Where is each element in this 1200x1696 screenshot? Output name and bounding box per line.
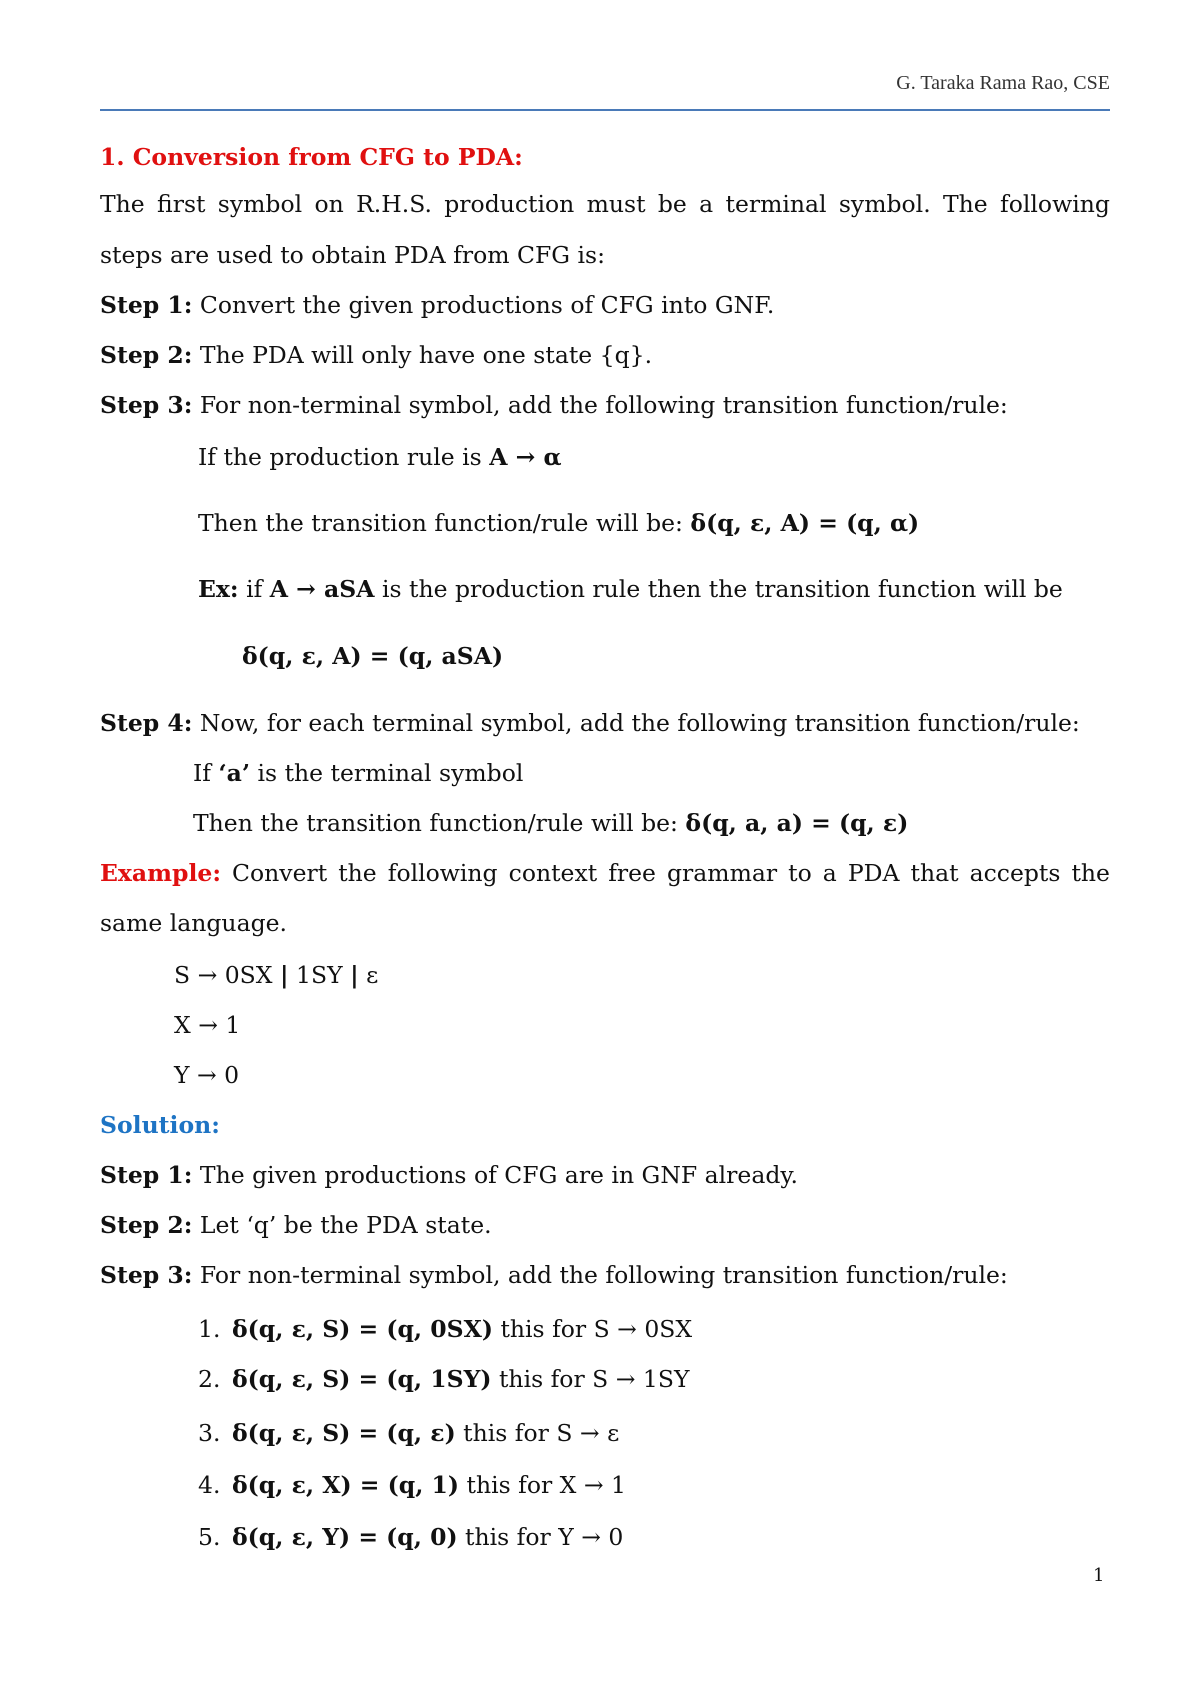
solution-label: Solution: <box>100 1111 220 1139</box>
rule-note: this for Y → 0 <box>457 1523 624 1551</box>
page-header: G. Taraka Rama Rao, CSE <box>896 72 1110 94</box>
example-rule-line <box>198 575 1063 603</box>
step-text: The given productions of CFG are in GNF already. <box>192 1161 799 1189</box>
intro-word: terminal <box>725 190 827 218</box>
list-number: 3. <box>198 1419 221 1447</box>
intro-word: be <box>657 190 687 218</box>
example-word: that <box>910 859 959 887</box>
step-text: The PDA will only have one state {q}. <box>192 341 653 369</box>
transition-expression: δ(q, ε, A) = (q, aSA) <box>242 642 504 670</box>
terminal-symbol: ‘a’ <box>218 759 251 787</box>
example-word: a <box>822 859 837 887</box>
section-title: 1. Conversion from CFG to PDA: <box>100 143 523 171</box>
example-word: free <box>608 859 656 887</box>
rule-text: is the production rule then the transition function will be <box>374 575 1063 603</box>
step-4 <box>100 709 1080 737</box>
grammar-x: X → 1 <box>174 1011 241 1039</box>
transition-expression: δ(q, ε, S) = (q, 1SY) <box>232 1365 492 1393</box>
page-number: 1 <box>1093 1565 1105 1586</box>
list-item <box>198 1419 620 1447</box>
intro-word: first <box>157 190 206 218</box>
transition-rule-line <box>198 509 920 537</box>
grammar-y: Y → 0 <box>174 1061 240 1089</box>
example-word: context <box>508 859 598 887</box>
transition-expression: δ(q, ε, S) = (q, 0SX) <box>232 1315 493 1343</box>
rule-note: this for S → 1SY <box>491 1365 690 1393</box>
step-text: For non-terminal symbol, add the following transition function/rule: <box>192 1261 1008 1289</box>
grammar-separator: | <box>350 961 359 989</box>
step-label: Step 1: <box>100 291 193 319</box>
example-word: grammar <box>667 859 778 887</box>
step-text: For non-terminal symbol, add the following transition function/rule: <box>192 391 1008 419</box>
rule-text: Then the transition function/rule will be: <box>198 509 691 537</box>
intro-line-1 <box>100 190 1110 218</box>
intro-word: production <box>444 190 575 218</box>
transition-expression: δ(q, ε, A) = (q, α) <box>690 509 920 537</box>
solution-step-1 <box>100 1161 799 1189</box>
list-number: 5. <box>198 1523 221 1551</box>
example-word: the <box>338 859 377 887</box>
example-line-2: same language. <box>100 909 288 937</box>
rule-expression: A → aSA <box>269 575 375 603</box>
step-1 <box>100 291 775 319</box>
solution-step-3 <box>100 1261 1008 1289</box>
list-item <box>198 1471 626 1499</box>
step-text: Convert the given productions of CFG into GNF. <box>192 291 775 319</box>
intro-word: R.H.S. <box>356 190 432 218</box>
example-word: accepts <box>969 859 1061 887</box>
step-text: Let ‘q’ be the PDA state. <box>192 1211 492 1239</box>
terminal-then-line <box>193 809 909 837</box>
ex-label: Ex: <box>198 575 239 603</box>
step-label: Step 3: <box>100 1261 193 1289</box>
list-item <box>198 1365 690 1393</box>
transition-expression: δ(q, ε, S) = (q, ε) <box>232 1419 456 1447</box>
production-rule-line <box>198 443 562 471</box>
rule-text: is the terminal symbol <box>250 759 524 787</box>
example-label: Example: <box>100 859 221 887</box>
list-item <box>198 1315 693 1343</box>
step-label: Step 3: <box>100 391 193 419</box>
example-word: following <box>387 859 498 887</box>
rule-text: If <box>193 759 219 787</box>
example-word: Convert <box>232 859 328 887</box>
intro-line-2: steps are used to obtain PDA from CFG is: <box>100 241 605 269</box>
intro-word: symbol <box>217 190 303 218</box>
step-2 <box>100 341 653 369</box>
rule-text: If the production rule is <box>198 443 490 471</box>
intro-word: must <box>586 190 646 218</box>
grammar-s <box>174 961 379 989</box>
step-text: Now, for each terminal symbol, add the following transition function/rule: <box>192 709 1080 737</box>
example-transition <box>242 642 504 670</box>
example-word: to <box>788 859 812 887</box>
step-3 <box>100 391 1008 419</box>
grammar-text: 1SY <box>288 961 351 989</box>
example-word: PDA <box>847 859 900 887</box>
list-number: 2. <box>198 1365 221 1393</box>
grammar-text: S → 0SX <box>174 961 280 989</box>
grammar-text: ε <box>358 961 379 989</box>
step-label: Step 2: <box>100 341 193 369</box>
intro-word: following <box>1000 190 1110 218</box>
rule-expression: A → α <box>489 443 562 471</box>
transition-expression: δ(q, ε, Y) = (q, 0) <box>232 1523 458 1551</box>
rule-note: this for S → 0SX <box>492 1315 693 1343</box>
intro-word: The <box>943 190 988 218</box>
terminal-if-line <box>193 759 524 787</box>
step-label: Step 4: <box>100 709 193 737</box>
intro-word: symbol. <box>838 190 931 218</box>
example-word: the <box>1071 859 1110 887</box>
header-rule <box>100 109 1110 111</box>
example-line-1 <box>100 859 1110 887</box>
rule-text: if <box>238 575 270 603</box>
list-number: 4. <box>198 1471 221 1499</box>
step-label: Step 2: <box>100 1211 193 1239</box>
step-label: Step 1: <box>100 1161 193 1189</box>
transition-expression: δ(q, a, a) = (q, ε) <box>685 809 909 837</box>
intro-word: on <box>314 190 344 218</box>
intro-word: a <box>699 190 714 218</box>
list-item <box>198 1523 624 1551</box>
rule-note: this for S → ε <box>455 1419 620 1447</box>
grammar-separator: | <box>279 961 289 989</box>
solution-step-2 <box>100 1211 492 1239</box>
intro-word: The <box>100 190 145 218</box>
list-number: 1. <box>198 1315 221 1343</box>
transition-expression: δ(q, ε, X) = (q, 1) <box>232 1471 460 1499</box>
rule-text: Then the transition function/rule will be: <box>193 809 686 837</box>
rule-note: this for X → 1 <box>459 1471 626 1499</box>
